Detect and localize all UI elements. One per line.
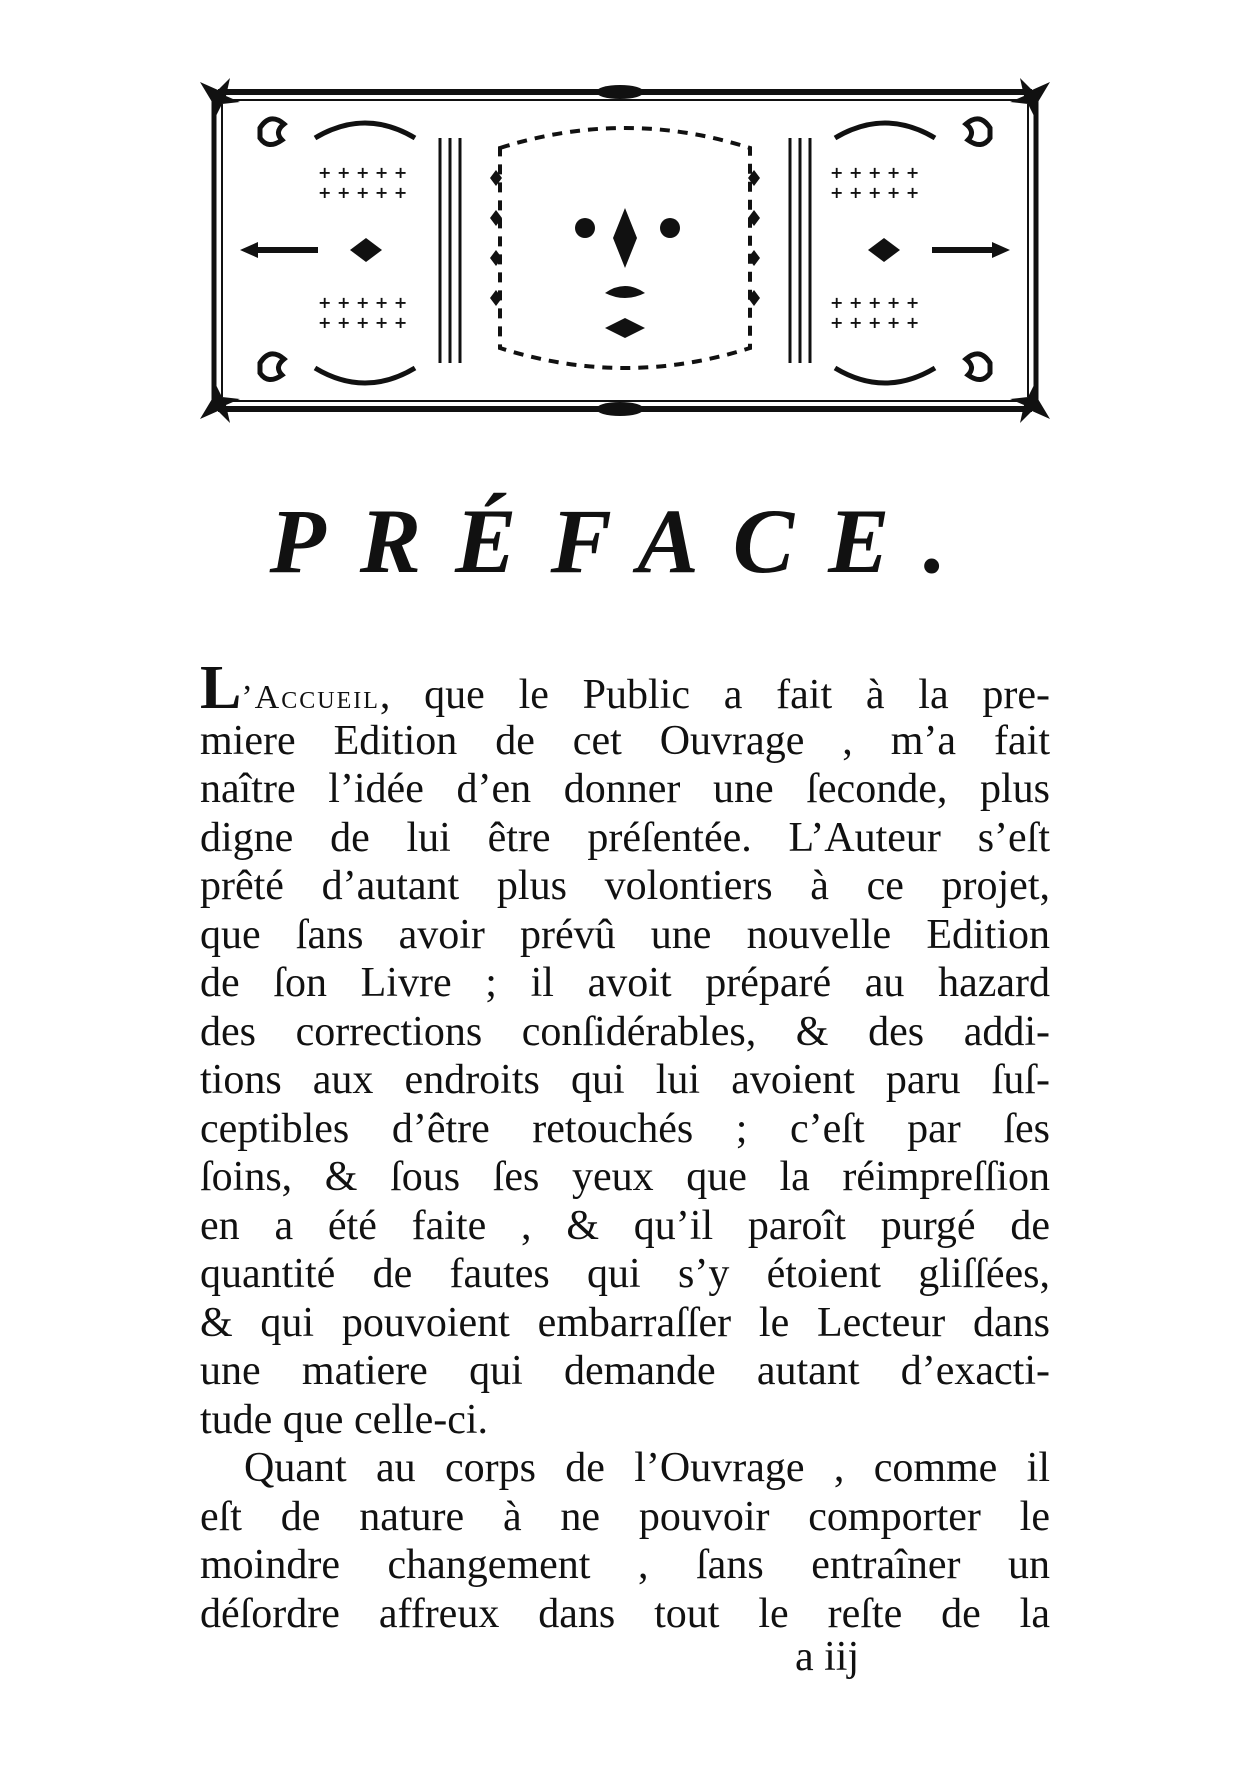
text-line: tude que celle-ci. — [200, 1396, 489, 1443]
preface-text — [200, 654, 1050, 1638]
text-line: eſt de nature à ne pouvoir comporter le — [200, 1493, 1050, 1540]
text-line: & qui pouvoient embarraſſer le Lecteur dans — [200, 1299, 1050, 1346]
text-line: miere Edition de cet Ouvrage , m’a fait — [200, 717, 1050, 764]
text-line: digne de lui être préſentée. L’Auteur s’eſt — [200, 814, 1050, 861]
svg-text:+ + + + +: + + + + + — [830, 183, 920, 202]
svg-text:+ + + + +: + + + + + — [318, 163, 408, 182]
text-line: Quant au corps de l’Ouvrage , comme il — [244, 1445, 1050, 1491]
text-line: moindre changement , ſans entraîner un — [200, 1542, 1050, 1588]
text-line: ceptibles d’être retouchés ; c’eſt par ſes — [200, 1105, 1050, 1152]
decorative-headpiece-ornament — [200, 78, 1050, 423]
text-line: prêté d’autant plus volontiers à ce projet, — [200, 863, 1050, 909]
text-line: que ſans avoir prévû une nouvelle Edition — [200, 911, 1050, 958]
text-line: quantité de fautes qui s’y étoient gliſſées, — [200, 1251, 1050, 1297]
text-line: de ſon Livre ; il avoit préparé au hazard — [200, 960, 1050, 1006]
page-title: PRÉFACE. — [269, 490, 981, 592]
text-line — [200, 654, 1050, 722]
signature-mark: a iij — [795, 1634, 860, 1680]
svg-text:+ + + + +: + + + + + — [830, 293, 920, 312]
text-line: en a été faite , & qu’il paroît purgé de — [200, 1202, 1050, 1249]
text-line: une matiere qui demande autant d’exacti- — [200, 1348, 1050, 1394]
svg-text:+ + + + +: + + + + + — [830, 313, 920, 332]
drop-capital: L — [200, 654, 242, 722]
text-line: ſoins, & ſous ſes yeux que la réimpreſſion — [200, 1154, 1050, 1200]
svg-text:+ + + + +: + + + + + — [318, 293, 408, 312]
smallcaps-word: ’Accueil — [241, 679, 380, 716]
svg-text:+ + + + +: + + + + + — [830, 163, 920, 182]
text-line: naître l’idée d’en donner une ſeconde, plus — [200, 766, 1050, 812]
svg-text:+ + + + +: + + + + + — [318, 313, 408, 332]
text-line: des corrections conſidérables, & des addi- — [200, 1008, 1050, 1055]
text-line: déſordre affreux dans tout le reſte de la — [200, 1590, 1050, 1637]
svg-text:+ + + + +: + + + + + — [318, 183, 408, 202]
ornament-svg — [200, 78, 1050, 423]
text-line-content: , que le Public a fait à la pre- — [379, 672, 1050, 718]
text-line: tions aux endroits qui lui avoient paru ſuſ- — [200, 1057, 1050, 1103]
